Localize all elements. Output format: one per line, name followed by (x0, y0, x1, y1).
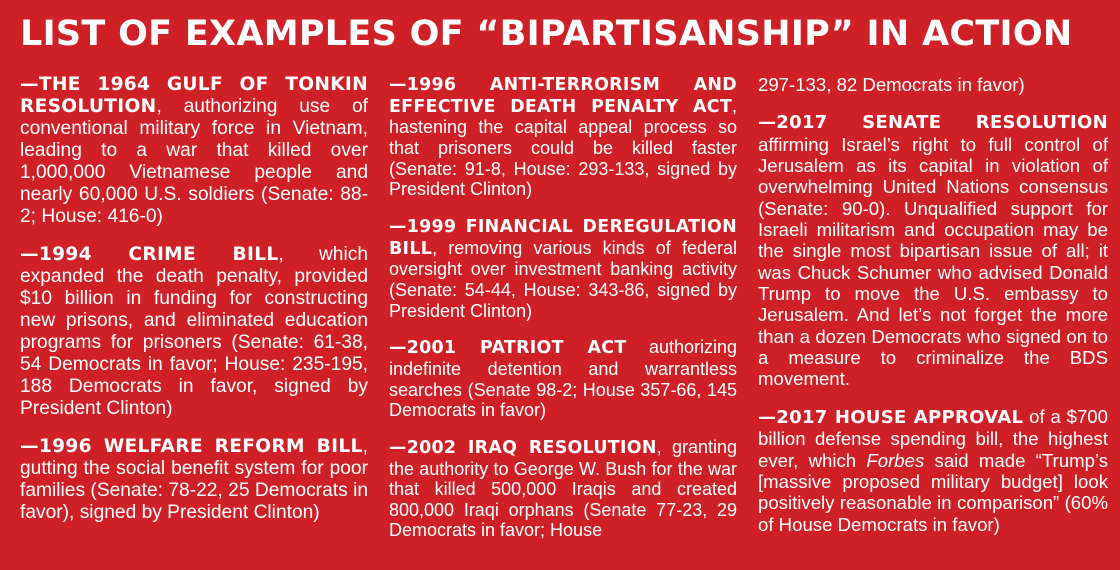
column-3 (758, 74, 1108, 551)
entry-heading: —2017 SENATE RESOLUTION (758, 112, 1108, 134)
page-title: LIST OF EXAMPLES OF “BIPARTISANSHIP” IN ACTION (20, 14, 1073, 54)
entry-body: of a $700 billion defense spending bill, the highest ever, which (758, 405, 1108, 471)
list-item (389, 216, 737, 321)
entry-heading: —THE 1964 GULF OF TONKIN RESOLUTION (20, 74, 368, 118)
entry-body: , which expanded the death penalty, provided $10 billion in funding for constructing new prisons, and eliminated education programs for prisoners (Senate: 61-38, 54 Democrats in favor; House: 235-195, 188 Democrats in favor, signed by President Clinton) (20, 244, 369, 420)
list-item (389, 74, 737, 200)
column-1 (20, 74, 368, 540)
entry-heading: —2017 HOUSE APPROVAL (758, 406, 1024, 428)
entry-heading: —2001 PATRIOT ACT (389, 338, 627, 359)
entry-body: said made “Trump’s [massive proposed military budget] look positively reasonable in comparison” (60% of House Democrats in favor) (758, 449, 1108, 535)
list-item (20, 244, 368, 420)
entry-heading: —1996 WELFARE REFORM BILL (20, 436, 363, 458)
entry-heading: —1994 CRIME BILL (20, 244, 279, 266)
entry-body: , removing various kinds of federal oversight over investment banking activity (Senate: 54-44, House: 343-86, signed by President Clinton) (389, 237, 737, 321)
list-item (20, 436, 368, 524)
list-item (389, 437, 737, 541)
entry-heading: —1996 ANTI-TERRORISM AND EFFECTIVE DEATH PENALTY ACT (389, 75, 737, 117)
continued-text: 297-133, 82 Democrats in favor) (758, 74, 1025, 95)
list-item (758, 111, 1108, 389)
entry-body: affirming Israel’s right to full control of Jerusalem as its capital in violation of overwhelming United Nations consensus (Senate: 90-0). Unqualified support for Israeli militarism and occupation may be the single most bipartisan issue of all; it was Chuck Schumer who advised Donald Trump to move the U.S. embassy to Jerusalem. And let’s not forget the more than a dozen Democrats who signed on to a measure to criminalize the BDS movement. (758, 133, 1108, 390)
entry-body: , granting the authority to George W. Bush for the war that killed 500,000 Iraqis and created 800,000 Iraqi orphans (Senate 77-23, 29 Democrats in favor; House (389, 436, 737, 541)
list-item (20, 74, 368, 228)
entry-body: , gutting the social benefit system for poor families (Senate: 78-22, 25 Democrats in favor), signed by President Clinton) (20, 436, 368, 524)
list-item (389, 337, 737, 421)
entry-body: authorizing indefinite detention and warrantless searches (Senate 98-2; House 357-66, 145 Democrats in favor) (389, 337, 737, 421)
entry-heading: —1999 FINANCIAL DEREGULATION BILL (389, 216, 737, 259)
publication-name: Forbes (866, 449, 925, 471)
column-2 (389, 74, 737, 557)
entry-heading: —2002 IRAQ RESOLUTION (389, 437, 657, 458)
entry-body: , authorizing use of conventional military force in Vietnam, leading to a war that killed over 1,000,000 Vietnamese people and nearly 60,000 U.S. soldiers (Senate: 88-2; House: 416-0) (20, 96, 368, 228)
entry-body: , hastening the capital appeal process so that prisoners could be killed faster (Senate: 91-8, House: 293-133, signed by President Clinton) (389, 95, 737, 200)
list-item (758, 406, 1108, 535)
